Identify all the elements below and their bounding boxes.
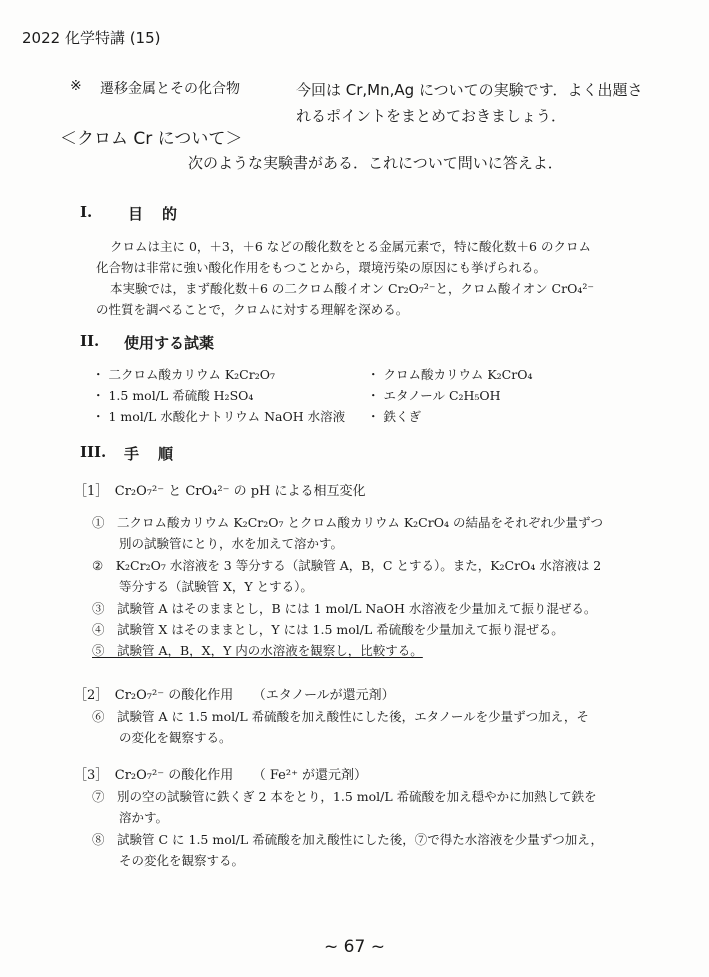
topic-title: 遷移金属とその化合物 (100, 81, 240, 97)
step-line: ③ 試験管 A はそのままとし，B には 1 mol/L NaOH 水溶液を少量加えて振り混ぜる。 (92, 601, 597, 616)
sec2-roman: II. (80, 332, 100, 350)
sec2-title: 使用する試薬 (124, 334, 215, 352)
sec1-para-line-1: クロムは主に 0，＋3，＋6 などの酸化数をとる金属元素で，特に酸化数＋6 のクロム (110, 239, 591, 254)
page-number: ~ 67 ~ (324, 937, 385, 957)
step-line-underlined: ⑤ 試験管 A，B，X，Y 内の水溶液を観察し，比較する。 (92, 643, 423, 658)
sec3-title: 手 順 (124, 445, 176, 463)
step-line: ⑧ 試験管 C に 1.5 mol/L 希硫酸を加え酸性にした後，⑦で得た水溶液を少量ずつ加え， (92, 832, 603, 847)
step-line: 別の試験管にとり，水を加えて溶かす。 (119, 536, 344, 551)
sec1-title: 目 的 (128, 205, 180, 223)
step-line: ① 二クロム酸カリウム K₂Cr₂O₇ とクロム酸カリウム K₂CrO₄ の結晶をそれぞれ少量ずつ (92, 515, 603, 530)
reagent-item: ・ エタノール C₂H₅OH (367, 388, 501, 403)
step-line: の変化を観察する。 (119, 730, 232, 745)
sec3-roman: III. (80, 443, 107, 461)
step-line: その変化を観察する。 (119, 853, 245, 868)
reagent-item: ・ 1 mol/L 水酸化ナトリウム NaOH 水溶液 (92, 409, 346, 424)
lead-text: 次のような実験書がある．これについて問いに答えよ． (188, 154, 563, 172)
step-line: ② K₂Cr₂O₇ 水溶液を 3 等分する（試験管 A，B，C とする）。また，K₂CrO₄ 水溶液は 2 (92, 558, 602, 573)
section-heading: ＜クロム Cr について＞ (60, 129, 243, 149)
reagent-item: ・ 1.5 mol/L 希硫酸 H₂SO₄ (92, 388, 254, 403)
reagent-item: ・ 鉄くぎ (367, 409, 421, 424)
reagent-item: ・ クロム酸カリウム K₂CrO₄ (367, 367, 533, 382)
reagent-item: ・ 二クロム酸カリウム K₂Cr₂O₇ (92, 367, 275, 382)
step-line: ④ 試験管 X はそのままとし，Y には 1.5 mol/L 希硫酸を少量加えて振り混ぜる。 (92, 622, 564, 637)
sec1-para-line-3: 本実験では，まず酸化数＋6 の二クロム酸イオン Cr₂O₇²⁻と，クロム酸イオン CrO₄²⁻ (110, 281, 594, 296)
step-line: 等分する（試験管 X，Y とする）。 (119, 579, 313, 594)
step-line: ⑥ 試験管 A に 1.5 mol/L 希硫酸を加え酸性にした後，エタノールを少量ずつ加え，そ (92, 709, 589, 724)
intro-line-1: 今回は Cr,Mn,Ag についての実験です．よく出題さ (296, 81, 643, 99)
step-line: ⑦ 別の空の試験管に鉄くぎ 2 本をとり，1.5 mol/L 希硫酸を加え穏やかに加熱して鉄を (92, 789, 597, 804)
procedure-subheading-2: ［2］ Cr₂O₇²⁻ の酸化作用 （エタノールが還元剤） (74, 688, 395, 703)
intro-line-2: れるポイントをまとめておきましょう． (296, 107, 567, 125)
procedure-subheading-3: ［3］ Cr₂O₇²⁻ の酸化作用 （ Fe²⁺ が還元剤） (74, 768, 368, 783)
sec1-para-line-2: 化合物は非常に強い酸化作用をもつことから，環境汚染の原因にも挙げられる。 (96, 260, 547, 275)
page-header: 2022 化学特講 (15) (22, 29, 161, 47)
note-mark: ※ (70, 78, 82, 94)
sec1-roman: I. (80, 203, 93, 221)
sec1-para-line-4: の性質を調べることで，クロムに対する理解を深める。 (96, 302, 409, 317)
step-line: 溶かす。 (119, 810, 169, 825)
procedure-subheading-1: ［1］ Cr₂O₇²⁻ と CrO₄²⁻ の pH による相互変化 (74, 484, 366, 499)
